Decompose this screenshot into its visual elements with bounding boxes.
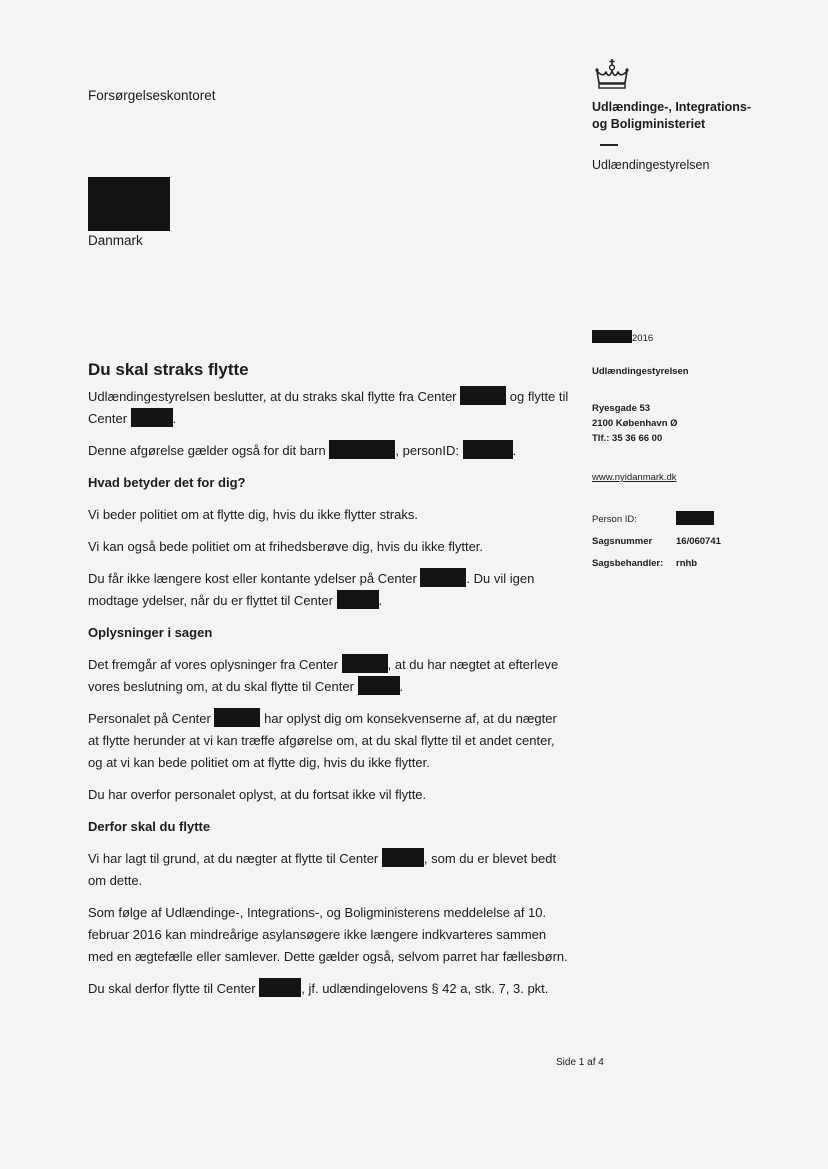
heading-therefore: Derfor skal du flytte (88, 819, 211, 834)
recipient-address (88, 177, 170, 248)
letter-date (592, 330, 772, 346)
recipient-country: Danmark (88, 233, 143, 248)
ministry-line-2: og Boligministeriet (592, 117, 706, 131)
redacted-center (358, 676, 400, 695)
case-handler-row (592, 553, 772, 575)
redacted-center (382, 848, 424, 867)
letter-title: Du skal straks flytte (88, 360, 249, 379)
paragraph-decision: Udlændingestyrelsen beslutter, at du straks skal flytte fra Center og flytte til Center . (88, 386, 570, 430)
logo-divider (600, 144, 618, 146)
paragraph-legal-basis: Du skal derfor flytte til Center , jf. udlændingelovens § 42 a, stk. 7, 3. pkt. (88, 978, 570, 1000)
redacted-address (88, 177, 170, 231)
paragraph-basis: Vi har lagt til grund, at du nægter at flytte til Center , som du er blevet bedt om dette. (88, 848, 570, 892)
case-number-row (592, 531, 772, 553)
redacted-center (342, 654, 388, 673)
case-handler-label: Sagsbehandler: (592, 558, 664, 569)
redacted-date (592, 330, 632, 343)
paragraph-refusal: Det fremgår af vores oplysninger fra Center , at du har nægtet at efterleve vores beslutning om, at du skal flytte til Center . (88, 654, 570, 698)
letter-body (88, 358, 570, 1010)
heading-case-info: Oplysninger i sagen (88, 625, 213, 640)
paragraph-police-move: Vi beder politiet om at flytte dig, hvis du ikke flytter straks. (88, 507, 418, 522)
person-id-row (592, 509, 772, 531)
case-number-value: 16/060741 (676, 536, 721, 547)
address-city: 2100 København Ø (592, 418, 678, 429)
paragraph-police-detain: Vi kan også bede politiet om at frihedsberøve dig, hvis du ikke flytter. (88, 539, 484, 554)
paragraph-ministry-notice: Som følge af Udlændinge-, Integrations-, og Boligministerens meddelelse af 10. februar 2016 kan mindreårige asylansøgere ikke længere indkvarteres sammen med en ægtefælle eller samlever. Dette gælder også, selvom parret har fællesbørn. (88, 905, 568, 964)
redacted-person-id (676, 511, 714, 525)
heading-what-it-means: Hvad betyder det for dig? (88, 475, 246, 490)
case-number-label: Sagsnummer (592, 536, 653, 547)
redacted-center (214, 708, 260, 727)
paragraph-staff-informed: Personalet på Center har oplyst dig om konsekvenserne af, at du nægter at flytte herunder at vi kan træffe afgørelse om, at du skal flytte til et andet center, og at vi kan bede politiet om at flytte dig, hvis du ikke flytter. (88, 708, 570, 774)
redacted-center (259, 978, 301, 997)
redacted-center (420, 568, 466, 587)
case-handler-value: rnhb (676, 558, 698, 569)
paragraph-child: Denne afgørelse gælder også for dit barn , personID: . (88, 440, 570, 462)
redacted-center (131, 408, 173, 427)
agency-name: Udlændingestyrelsen (592, 157, 710, 172)
person-id-label: Person ID: (592, 514, 637, 525)
ministry-name (592, 99, 752, 133)
sidebar-agency: Udlændingestyrelsen (592, 366, 689, 377)
page-number: Side 1 af 4 (556, 1057, 604, 1068)
ministry-line-1: Udlændinge-, Integrations- (592, 100, 752, 114)
redacted-center (337, 590, 379, 609)
redacted-child-name (329, 440, 395, 459)
address-street: Ryesgade 53 (592, 403, 651, 414)
website-link[interactable]: www.nyidanmark.dk (592, 472, 677, 483)
sidebar-info (592, 330, 772, 575)
phone-number: Tlf.: 35 36 66 00 (592, 433, 663, 444)
redacted-person-id (463, 440, 513, 459)
crown-icon (594, 58, 630, 90)
paragraph-still-refuses: Du har overfor personalet oplyst, at du fortsat ikke vil flytte. (88, 787, 427, 802)
sender-office: Forsørgelseskontoret (88, 88, 216, 103)
paragraph-benefits: Du får ikke længere kost eller kontante ydelser på Center . Du vil igen modtage ydelser, når du er flyttet til Center . (88, 568, 570, 612)
date-year: 2016 (632, 333, 654, 344)
ministry-logo (592, 58, 752, 172)
redacted-center (460, 386, 506, 405)
